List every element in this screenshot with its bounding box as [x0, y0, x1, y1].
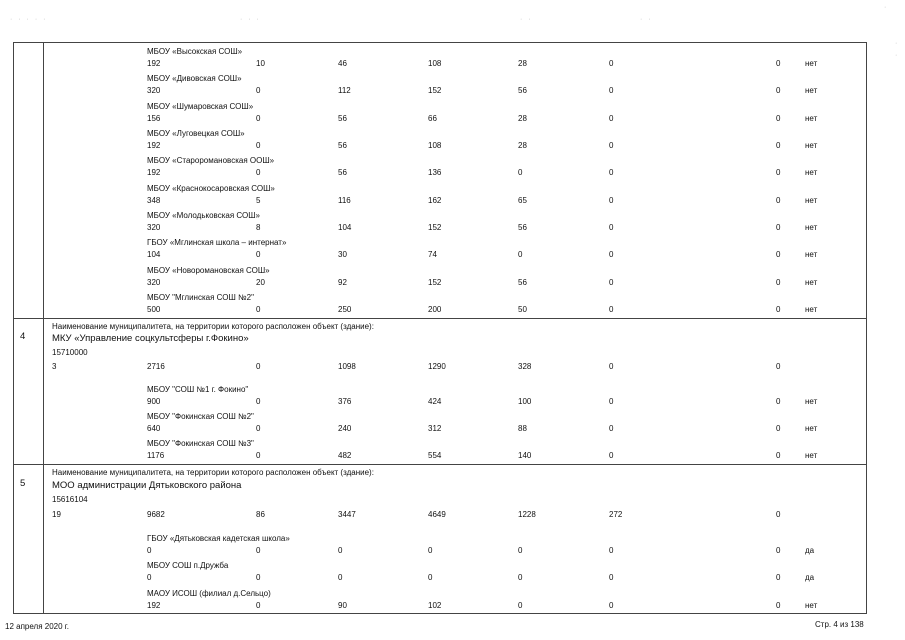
total-cell: 0 — [609, 362, 614, 371]
cell: 0 — [609, 168, 614, 177]
total-cell: 19 — [52, 510, 61, 519]
cell: 0 — [776, 223, 781, 232]
cell: 0 — [609, 86, 614, 95]
cell: 0 — [776, 114, 781, 123]
cell: 88 — [518, 424, 527, 433]
flag: нет — [805, 397, 818, 406]
cell: 320 — [147, 223, 161, 232]
block-label: Наименование муниципалитета, на территории которого расположен объект (здание): — [52, 468, 374, 477]
cell: 640 — [147, 424, 161, 433]
school-name: МБОУ «Высокская СОШ» — [147, 47, 243, 56]
cell: 0 — [518, 546, 523, 555]
cell: 0 — [609, 196, 614, 205]
total-cell: 4649 — [428, 510, 446, 519]
cell: 0 — [776, 305, 781, 314]
cell: 0 — [609, 250, 614, 259]
cell: 0 — [256, 451, 261, 460]
cell: 5 — [256, 196, 261, 205]
cell: 0 — [428, 546, 433, 555]
flag: да — [805, 546, 815, 555]
cell: 0 — [776, 278, 781, 287]
cell: 0 — [609, 546, 614, 555]
cell: 0 — [147, 546, 152, 555]
cell: 192 — [147, 168, 161, 177]
municipality-code: 15710000 — [52, 348, 88, 357]
cell: 46 — [338, 59, 347, 68]
cell: 482 — [338, 451, 352, 460]
total-cell: 9682 — [147, 510, 165, 519]
footer-date: 12 апреля 2020 г. — [5, 622, 69, 631]
cell: 0 — [256, 424, 261, 433]
cell: 108 — [428, 59, 442, 68]
flag: нет — [805, 305, 818, 314]
block-divider-5 — [13, 464, 867, 465]
total-cell: 1228 — [518, 510, 536, 519]
school-name: МБОУ «Староромановская ООШ» — [147, 156, 275, 165]
block-divider-4 — [13, 318, 867, 319]
table-bottom-border — [13, 613, 867, 614]
cell: 0 — [518, 601, 523, 610]
cell: 136 — [428, 168, 442, 177]
cell: 104 — [147, 250, 161, 259]
cell: 56 — [518, 223, 527, 232]
cell: 0 — [776, 451, 781, 460]
cell: 66 — [428, 114, 437, 123]
block-label: Наименование муниципалитета, на территории которого расположен объект (здание): — [52, 322, 374, 331]
flag: нет — [805, 59, 818, 68]
cell: 30 — [338, 250, 347, 259]
cell: 0 — [256, 546, 261, 555]
cell: 156 — [147, 114, 161, 123]
school-name: ГБОУ «Мглинская школа – интернат» — [147, 238, 287, 247]
cell: 152 — [428, 278, 442, 287]
school-name: МБОУ «Краснокосаровская СОШ» — [147, 184, 275, 193]
cell: 28 — [518, 141, 527, 150]
flag: нет — [805, 168, 818, 177]
cell: 0 — [609, 451, 614, 460]
cell: 0 — [776, 141, 781, 150]
flag: нет — [805, 196, 818, 205]
cell: 152 — [428, 223, 442, 232]
cell: 192 — [147, 141, 161, 150]
cell: 100 — [518, 397, 532, 406]
cell: 0 — [776, 250, 781, 259]
flag: да — [805, 573, 815, 582]
cell: 0 — [428, 573, 433, 582]
total-cell: 3 — [52, 362, 57, 371]
cell: 0 — [609, 305, 614, 314]
cell: 900 — [147, 397, 161, 406]
cell: 0 — [776, 397, 781, 406]
cell: 320 — [147, 86, 161, 95]
school-name: МБОУ "Фокинская СОШ №2" — [147, 412, 254, 421]
cell: 28 — [518, 114, 527, 123]
cell: 0 — [518, 250, 523, 259]
cell: 0 — [256, 601, 261, 610]
page-number: Стр. 4 из 138 — [815, 620, 864, 629]
cell: 162 — [428, 196, 442, 205]
cell: 0 — [776, 196, 781, 205]
cell: 0 — [776, 573, 781, 582]
cell: 20 — [256, 278, 265, 287]
school-name: МБОУ «Молодьковская СОШ» — [147, 211, 261, 220]
cell: 104 — [338, 223, 352, 232]
flag: нет — [805, 114, 818, 123]
municipality-name: МОО администрации Дятьковского района — [52, 480, 242, 491]
cell: 112 — [338, 86, 351, 95]
flag: нет — [805, 223, 818, 232]
total-cell: 2716 — [147, 362, 165, 371]
cell: 0 — [338, 546, 343, 555]
cell: 0 — [256, 397, 261, 406]
cell: 0 — [147, 573, 152, 582]
total-cell: 0 — [776, 510, 781, 519]
cell: 376 — [338, 397, 352, 406]
flag: нет — [805, 424, 818, 433]
school-name: МБОУ "СОШ №1 г. Фокино" — [147, 385, 249, 394]
cell: 0 — [256, 573, 261, 582]
cell: 56 — [518, 278, 527, 287]
cell: 74 — [428, 250, 437, 259]
school-name: МБОУ "Фокинская СОШ №3" — [147, 439, 254, 448]
cell: 0 — [776, 168, 781, 177]
cell: 0 — [609, 59, 614, 68]
cell: 0 — [609, 114, 614, 123]
flag: нет — [805, 278, 818, 287]
cell: 240 — [338, 424, 352, 433]
table-left-border — [13, 42, 14, 614]
cell: 0 — [518, 573, 523, 582]
table-right-border — [866, 42, 867, 614]
total-cell: 0 — [776, 362, 781, 371]
cell: 56 — [338, 141, 347, 150]
cell: 0 — [256, 168, 261, 177]
cell: 554 — [428, 451, 442, 460]
flag: нет — [805, 141, 818, 150]
cell: 0 — [256, 141, 261, 150]
cell: 0 — [609, 397, 614, 406]
block-number: 4 — [20, 331, 26, 342]
total-cell: 86 — [256, 510, 265, 519]
school-name: МБОУ "Мглинская СОШ №2" — [147, 293, 254, 302]
cell: 0 — [338, 573, 343, 582]
cell: 0 — [256, 86, 261, 95]
flag: нет — [805, 250, 818, 259]
cell: 0 — [609, 278, 614, 287]
cell: 140 — [518, 451, 532, 460]
flag: нет — [805, 451, 818, 460]
cell: 102 — [428, 601, 442, 610]
school-name: МБОУ «Новоромановская СОШ» — [147, 266, 270, 275]
cell: 0 — [609, 424, 614, 433]
total-cell: 3447 — [338, 510, 356, 519]
school-name: МБОУ «Дивовская СОШ» — [147, 74, 242, 83]
cell: 92 — [338, 278, 347, 287]
cell: 0 — [256, 250, 261, 259]
cell: 0 — [518, 168, 523, 177]
cell: 192 — [147, 59, 161, 68]
cell: 0 — [256, 114, 261, 123]
cell: 0 — [256, 305, 261, 314]
school-name: МБОУ СОШ п.Дружба — [147, 561, 229, 570]
cell: 424 — [428, 397, 442, 406]
school-name: ГБОУ «Дятьковская кадетская школа» — [147, 534, 290, 543]
cell: 152 — [428, 86, 442, 95]
total-cell: 1098 — [338, 362, 356, 371]
cell: 500 — [147, 305, 161, 314]
flag: нет — [805, 86, 818, 95]
school-name: МАОУ ИСОШ (филиал д.Сельцо) — [147, 589, 271, 598]
cell: 0 — [609, 223, 614, 232]
cell: 0 — [776, 424, 781, 433]
cell: 0 — [609, 141, 614, 150]
cell: 28 — [518, 59, 527, 68]
cell: 0 — [609, 573, 614, 582]
cell: 320 — [147, 278, 161, 287]
cell: 200 — [428, 305, 442, 314]
cell: 0 — [776, 86, 781, 95]
cell: 116 — [338, 196, 351, 205]
municipality-name: МКУ «Управление соцкультсферы г.Фокино» — [52, 333, 249, 344]
cell: 250 — [338, 305, 352, 314]
cell: 56 — [338, 114, 347, 123]
cell: 50 — [518, 305, 527, 314]
municipality-code: 15616104 — [52, 495, 88, 504]
cell: 312 — [428, 424, 442, 433]
total-cell: 0 — [256, 362, 261, 371]
cell: 8 — [256, 223, 261, 232]
cell: 0 — [776, 59, 781, 68]
school-name: МБОУ «Шумаровская СОШ» — [147, 102, 254, 111]
cell: 0 — [776, 601, 781, 610]
cell: 56 — [518, 86, 527, 95]
cell: 1176 — [147, 451, 165, 460]
total-cell: 1290 — [428, 362, 446, 371]
cell: 56 — [338, 168, 347, 177]
cell: 108 — [428, 141, 442, 150]
cell: 192 — [147, 601, 161, 610]
block-number: 5 — [20, 478, 26, 489]
school-name: МБОУ «Луговецкая СОШ» — [147, 129, 245, 138]
cell: 348 — [147, 196, 161, 205]
cell: 0 — [609, 601, 614, 610]
cell: 65 — [518, 196, 527, 205]
cell: 0 — [776, 546, 781, 555]
cell: 90 — [338, 601, 347, 610]
flag: нет — [805, 601, 818, 610]
table-top-border — [13, 42, 867, 43]
total-cell: 272 — [609, 510, 623, 519]
cell: 10 — [256, 59, 265, 68]
total-cell: 328 — [518, 362, 532, 371]
column-divider — [43, 42, 44, 614]
